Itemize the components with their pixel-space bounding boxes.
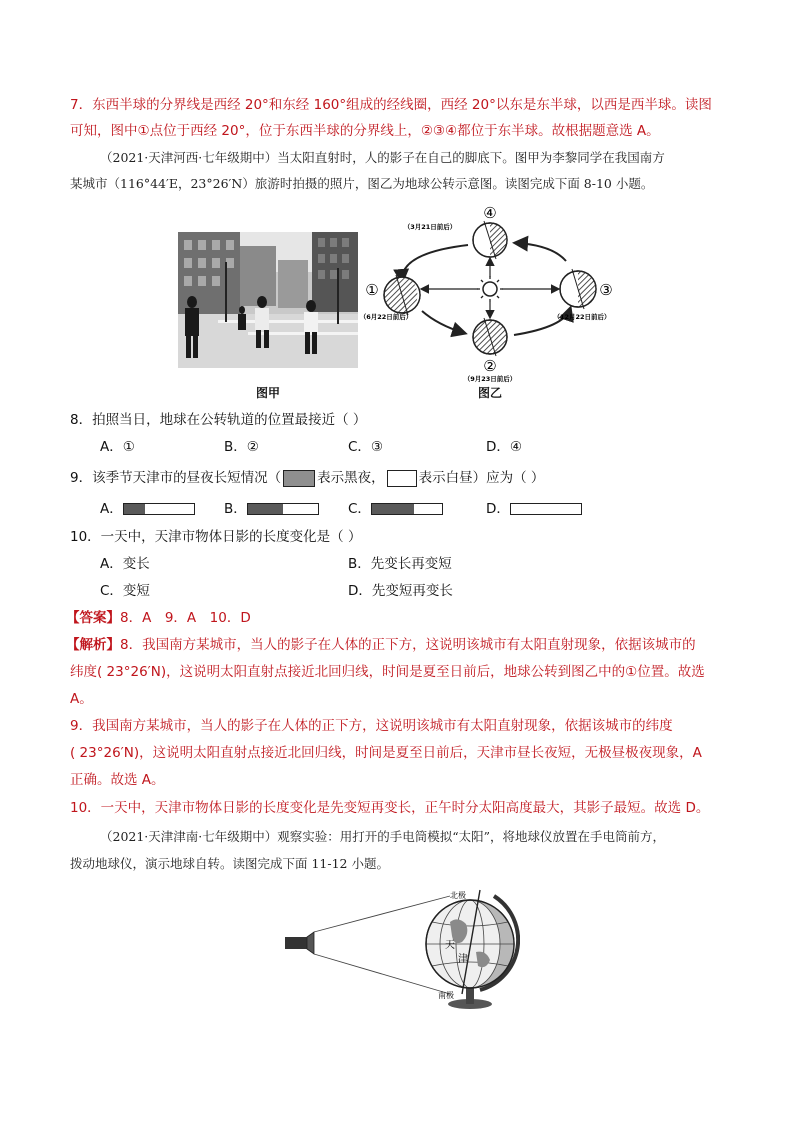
day-legend-swatch (387, 470, 417, 487)
q9-option-a-label: A． (100, 501, 123, 517)
q9-option-d[interactable] (486, 499, 582, 519)
q9-option-b-bar (247, 503, 319, 515)
q9-option-d-label: D． (486, 501, 510, 517)
earth-position-2 (473, 318, 507, 356)
q10-option-a[interactable]: A．变长 (100, 556, 150, 572)
analysis-10: 10．一天中，天津市物体日影的长度变化是先变短再变长，正午时分太阳高度最大，其影子最短。故选 D。 (70, 800, 710, 816)
q9-option-c-bar (371, 503, 443, 515)
analysis-9-line-2: ( 23°26′N)，这说明太阳直射点接近北回归线，时间是夏至日前后，天津市昼长夜短，无极昼极夜现象，A (70, 745, 702, 761)
intro-11-12-line-1: （2021·天津津南·七年级期中）观察实验：用打开的手电筒模拟“太阳”，将地球仪放置在手电筒前方， (100, 829, 666, 844)
orbit-date-3: （12月22日前后） (553, 313, 611, 321)
orbit-arc-top-left (402, 245, 468, 281)
globe-char-jin: 津 (458, 954, 468, 965)
q10-option-c[interactable]: C．变短 (100, 583, 150, 599)
q7-line-2: 可知，图中①点位于西经 20°，位于东西半球的分界线上，②③④都位于东半球。故根据题意选 A。 (70, 123, 660, 139)
flashlight-globe-diagram (280, 882, 520, 1014)
orbit-arc-bottom-left (422, 311, 464, 333)
q8-stem: 8．拍照当日，地球在公转轨道的位置最接近（ ） (70, 412, 367, 428)
flashlight-icon (285, 932, 314, 954)
orbit-label-1: ① (365, 281, 379, 299)
north-pole-label: 北极 (450, 891, 466, 900)
orbit-arc-top-right (516, 243, 566, 261)
answer-line (66, 608, 251, 628)
photo-caption: 图甲 (256, 386, 281, 400)
globe-char-tian: 天 (445, 940, 455, 951)
earth-position-3 (560, 269, 596, 309)
orbit-caption: 图乙 (478, 386, 503, 400)
orbit-date-1: （6月22日前后） (360, 313, 413, 321)
q10-option-b[interactable]: B．先变长再变短 (348, 556, 452, 572)
q9-option-c-label: C． (348, 501, 371, 517)
orbit-label-3: ③ (599, 281, 613, 299)
orbit-diagram (360, 203, 620, 383)
south-pole-label: 南极 (438, 991, 454, 1000)
q10-option-d[interactable]: D．先变短再变长 (348, 583, 453, 599)
night-legend-swatch (283, 470, 315, 487)
q9-option-b-night (248, 504, 283, 514)
q9-option-c-night (372, 504, 414, 514)
earth-position-1 (384, 275, 420, 315)
q8-option-d[interactable]: D．④ (486, 439, 522, 455)
analysis-8-line-1 (66, 635, 696, 655)
q9-option-b[interactable] (224, 499, 319, 519)
q9-option-a[interactable] (100, 499, 195, 519)
q9-option-a-night (124, 504, 145, 514)
answer-text: 8．A 9．A 10．D (120, 610, 251, 626)
orbit-label-2: ② (483, 357, 497, 375)
earth-position-4 (473, 221, 507, 259)
analysis-9-line-3: 正确。故选 A。 (70, 772, 165, 788)
q7-line-1: 7．东西半球的分界线是西经 20°和东经 160°组成的经线圈，西经 20°以东是东半球，以西是西半球。读图 (70, 97, 712, 113)
orbit-date-4: （3月21日前后） (403, 223, 457, 231)
analysis-8-line-3: A。 (70, 691, 93, 707)
answer-label: 【答案】 (66, 610, 120, 626)
q8-option-c[interactable]: C．③ (348, 439, 384, 455)
q9-option-b-label: B． (224, 501, 247, 517)
q9-option-a-bar (123, 503, 195, 515)
analysis-8-line-2: 纬度( 23°26′N)，这说明太阳直射点接近北回归线，时间是夏至日前后，地球公转到图乙中的①位置。故选 (70, 664, 705, 680)
intro-11-12-line-2: 拨动地球仪，演示地球自转。读图完成下面 11-12 小题。 (70, 856, 389, 871)
intro-8-10-line-1: （2021·天津河西·七年级期中）当太阳直射时，人的影子在自己的脚底下。图甲为李黎同学在我国南方 (100, 150, 665, 165)
orbit-date-2: （9月23日前后） (463, 375, 517, 383)
q9-option-d-bar (510, 503, 582, 515)
q9-day-label: 表示白昼）应为（ ） (418, 470, 545, 486)
q8-option-a[interactable]: A．① (100, 439, 135, 455)
street-photo (178, 232, 358, 368)
q9-stem-pre: 9．该季节天津市的昼夜长短情况（ (70, 470, 282, 486)
q9-stem (70, 468, 544, 488)
intro-8-10-line-2: 某城市（116°44′E，23°26′N）旅游时拍摄的照片，图乙为地球公转示意图。读图完成下面 8-10 小题。 (70, 176, 654, 191)
q8-option-b[interactable]: B．② (224, 439, 259, 455)
sun-icon (477, 276, 503, 302)
analysis-8-text-1: 8．我国南方某城市，当人的影子在人体的正下方，这说明该城市有太阳直射现象，依据该城市的 (120, 637, 696, 653)
q9-option-c[interactable] (348, 499, 443, 519)
q10-stem: 10．一天中，天津市物体日影的长度变化是（ ） (70, 529, 362, 545)
analysis-label: 【解析】 (66, 637, 120, 653)
analysis-9-line-1: 9．我国南方某城市，当人的影子在人体的正下方，这说明该城市有太阳直射现象，依据该城市的纬度 (70, 718, 673, 734)
orbit-label-4: ④ (483, 204, 497, 222)
q9-night-label: 表示黑夜， (317, 470, 385, 486)
